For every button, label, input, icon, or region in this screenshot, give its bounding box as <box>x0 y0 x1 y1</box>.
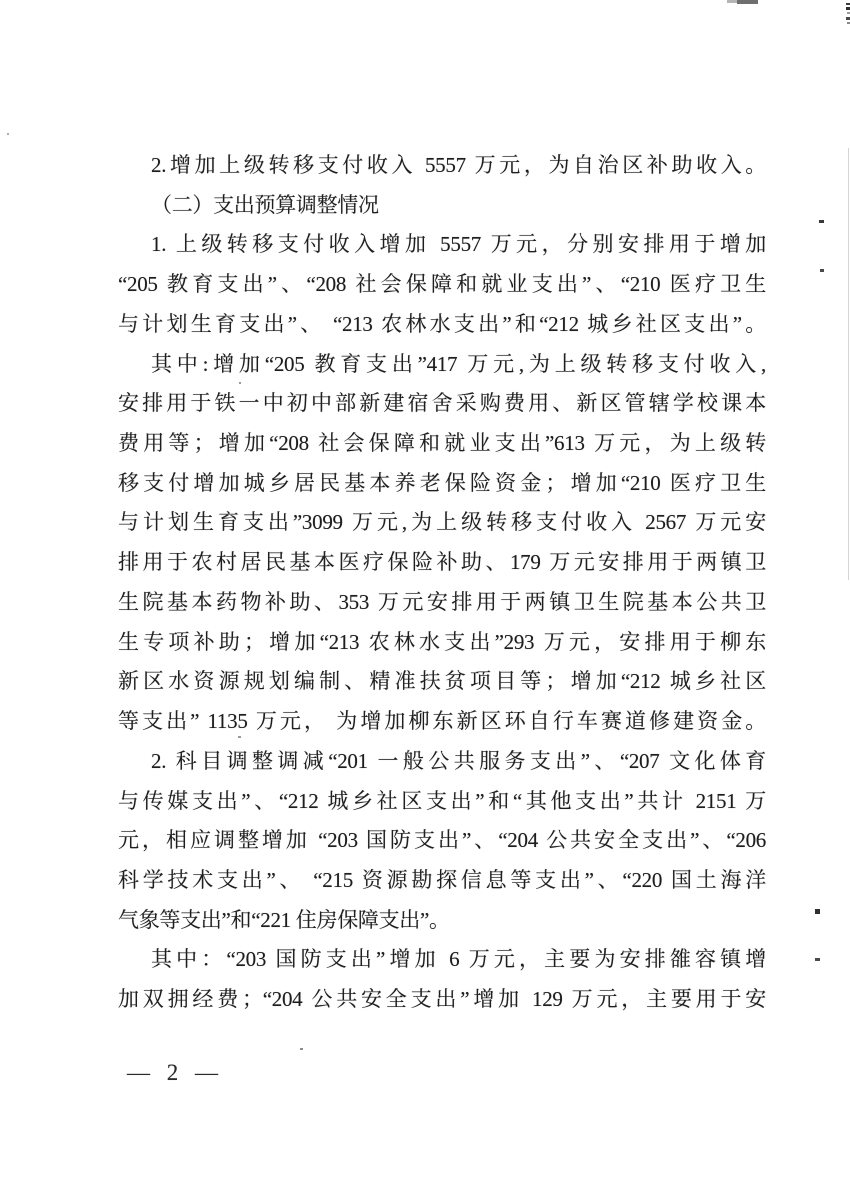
page-number: — 2 — <box>127 1060 222 1085</box>
text-line: “205 教育支出”、“208 社会保障和就业支出”、“210 医疗卫生 <box>118 272 766 297</box>
text-line: （二）支出预算调整情况 <box>151 192 379 217</box>
text-line: 与传媒支出”、“212 城乡社区支出”和“其他支出”共计 2151 万 <box>118 788 766 813</box>
text-line: 生院基本药物补助、353 万元安排用于两镇卫生院基本公共卫 <box>118 589 766 614</box>
text-line: 生专项补助；增加“213 农林水支出”293 万元，安排用于柳东 <box>118 629 766 654</box>
text-line: 2. 科目调整调减“201 一般公共服务支出”、“207 文化体育 <box>151 748 766 773</box>
scan-artifact-speck <box>300 1048 303 1050</box>
scan-artifact-edge-dash <box>846 3 850 5</box>
scan-artifact-dot <box>819 220 824 223</box>
text-line: 新区水资源规划编制、精准扶贫项目等；增加“212 城乡社区 <box>118 669 766 694</box>
scan-artifact-dot <box>815 958 820 961</box>
scan-artifact-dot <box>815 909 820 914</box>
text-line: 与计划生育支出”3099 万元,为上级转移支付收入 2567 万元安 <box>118 510 766 535</box>
scan-artifact-top-bar <box>737 0 758 4</box>
text-line: 费用等；增加“208 社会保障和就业支出”613 万元，为上级转 <box>118 431 766 456</box>
scan-artifact-edge-dash <box>846 17 850 20</box>
scan-artifact-speck <box>239 382 241 384</box>
text-line: 与计划生育支出”、 “213 农林水支出”和“212 城乡社区支出”。 <box>118 311 766 336</box>
text-line: 其中:增加“205 教育支出”417 万元,为上级转移支付收入, <box>151 351 766 376</box>
scan-artifact-speck <box>7 133 9 135</box>
text-line: 科学技术支出”、 “215 资源勘探信息等支出”、“220 国土海洋 <box>118 867 766 892</box>
scan-artifact-speck <box>238 736 241 738</box>
text-line: 2.增加上级转移支付收入 5557 万元，为自治区补助收入。 <box>151 153 766 177</box>
text-line: 加双拥经费；“204 公共安全支出”增加 129 万元，主要用于安 <box>118 987 766 1012</box>
text-line: 排用于农村居民基本医疗保险补助、179 万元安排用于两镇卫 <box>118 550 766 575</box>
text-line: 安排用于铁一中初中部新建宿舍采购费用、新区管辖学校课本 <box>118 391 766 416</box>
text-line: 等支出” 1135 万元， 为增加柳东新区环自行车赛道修建资金。 <box>118 709 766 734</box>
text-line: 气象等支出”和“221 住房保障支出”。 <box>118 907 450 932</box>
text-line: 移支付增加城乡居民基本养老保险资金；增加“210 医疗卫生 <box>118 470 766 495</box>
text-line: 其中：“203 国防支出”增加 6 万元，主要为安排雒容镇增 <box>151 947 766 972</box>
scan-artifact-top-bar-faint <box>727 0 737 3</box>
text-line: 1. 上级转移支付收入增加 5557 万元，分别安排用于增加 <box>151 232 766 257</box>
text-line: 元，相应调整增加 “203 国防支出”、“204 公共安全支出”、“206 <box>118 828 766 853</box>
scan-artifact-edge-dash <box>846 7 850 10</box>
scan-artifact-edge-line <box>848 148 849 580</box>
scan-artifact-dot <box>820 269 824 272</box>
document-body <box>118 146 766 1020</box>
